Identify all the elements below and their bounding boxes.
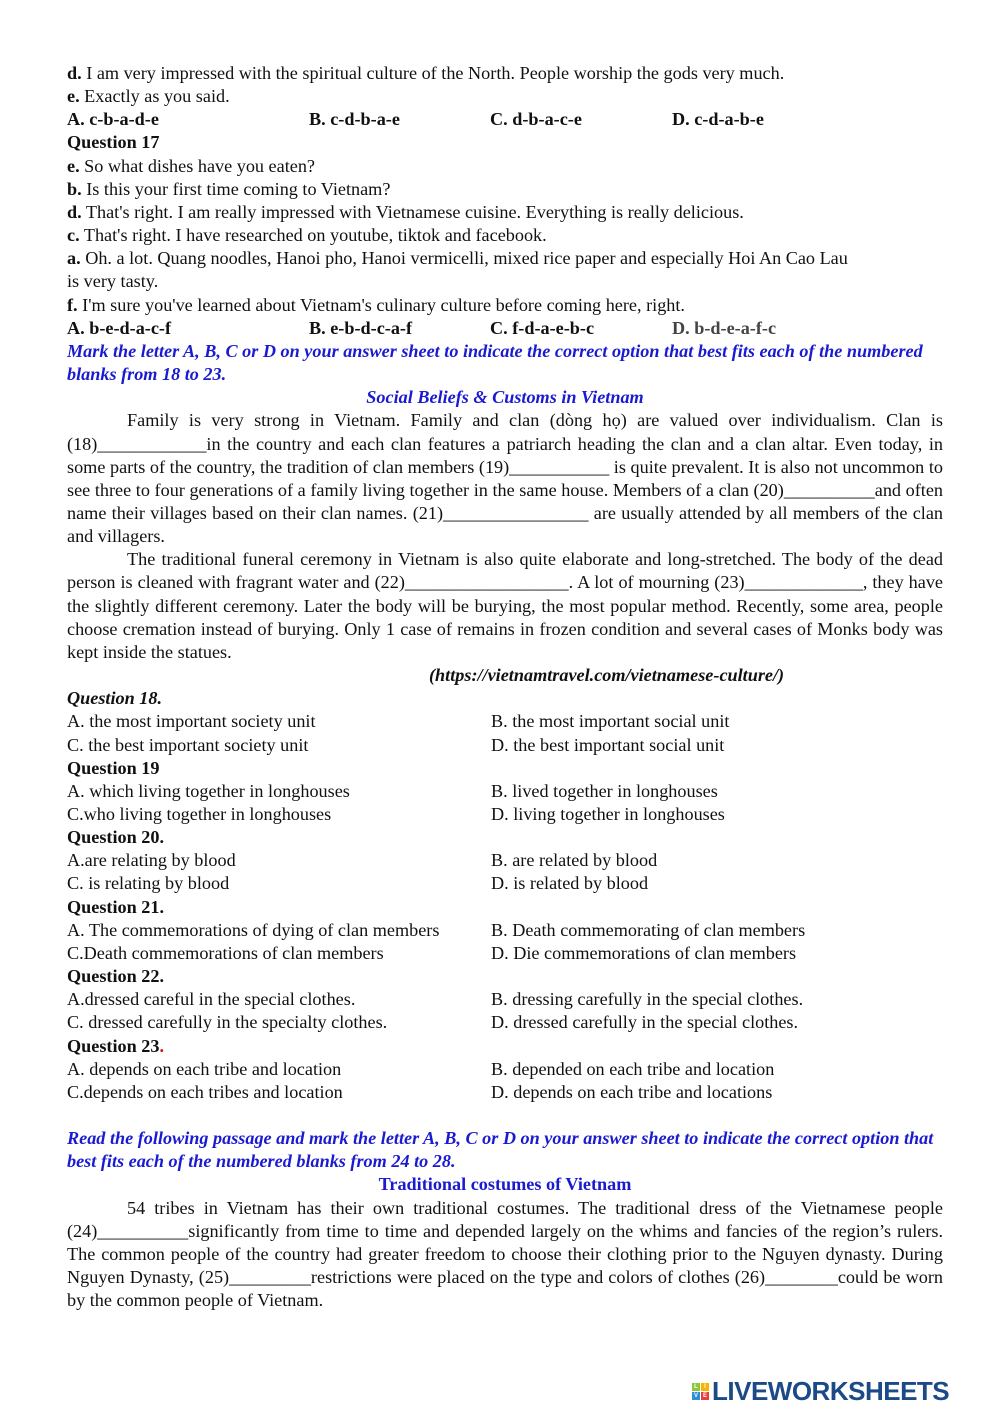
passage-paragraph: 54 tribes in Vietnam has their own traditional costumes. The traditional dress of the Vietnamese people (24)__________significantly from time to time and depended largely on the whims and fancies of the region’s rulers. The common people of the country had greater freedom to choose their clothing prior to the Nguyen dynasty. During Nguyen Dynasty, (25)_________restrictions were placed on the type and colors of clothes (26)________could be worn by the common people of Vietnam. [67,1197,943,1311]
logo-badge-icon: L I V E [693,1384,707,1399]
option-c[interactable]: C.depends on each tribes and location [67,1081,343,1102]
dialogue-line: c. That's right. I have researched on youtube, tiktok and facebook. [67,225,547,246]
dialogue-line: a. Oh. a lot. Quang noodles, Hanoi pho, Hanoi vermicelli, mixed rice paper and especially Hoi An Cao Lau [67,248,848,269]
option-d[interactable]: D. living together in longhouses [491,804,725,824]
option-b[interactable]: B. c-d-b-a-e [309,109,400,130]
passage-title: Traditional costumes of Vietnam [378,1174,632,1195]
option-a[interactable]: A. c-b-a-d-e [67,109,159,130]
option-d[interactable]: D. depends on each tribe and locations [491,1081,773,1102]
option-b[interactable]: B. the most important social unit [491,711,730,732]
passage-paragraph: Family is very strong in Vietnam. Family and clan (dòng họ) are valued over individualism. Clan is (18)____________in the country and each clan features a patriarch heading the clan and a clan altar. Even today, in some parts of the country, the tradition of clan members (19)___________ is quite prevalent. It is also not uncommon to see three to four generations of a family living together in the same house. Members of a clan (20)__________and often name their villages based on their clan names. (21)________________ are usually attended by all members of the clan and villagers. [67,410,943,547]
option-c[interactable]: C. d-b-a-c-e [490,109,582,130]
logo-text: LIVEWORKSHEETS [712,1376,950,1406]
question-title: Question 20. [67,827,165,848]
q20-options [67,849,943,895]
source-citation: (https://vietnamtravel.com/vietnamese-culture/) [429,665,785,686]
option-d[interactable]: D. dressed carefully in the special clothes. [491,1012,799,1033]
q21-options [67,919,943,965]
liveworksheets-logo [692,1376,949,1407]
dialogue-line: e. So what dishes have you eaten? [67,155,315,176]
option-a[interactable]: A. b-e-d-a-c-f [67,317,172,338]
dialogue-line: f. I'm sure you've learned about Vietnam's culinary culture before coming here, right. [67,294,685,315]
question-title: Question 19 [67,757,160,778]
dialogue-line: d. That's right. I am really impressed with Vietnamese cuisine. Everything is really delicious. [67,201,744,222]
option-d[interactable]: D. the best important social unit [491,734,725,755]
option-d[interactable]: D. c-d-a-b-e [672,109,764,130]
dialogue-line: is very tasty. [67,271,159,292]
option-c[interactable]: C. f-d-a-e-b-c [490,317,595,338]
option-b[interactable]: B. dressing carefully in the special clothes. [491,989,804,1010]
option-c[interactable]: C.who living together in longhouses [67,804,332,824]
q19-options [67,780,943,826]
option-a[interactable]: A. the most important society unit [67,711,316,732]
option-c[interactable]: C. the best important society unit [67,734,309,755]
option-a[interactable]: A. depends on each tribe and location [67,1058,342,1079]
option-b[interactable]: B. depended on each tribe and location [491,1058,775,1079]
option-b[interactable]: B. are related by blood [491,850,658,871]
option-a[interactable]: A. which living together in longhouses [67,780,350,801]
q16-options [67,108,943,131]
option-b[interactable]: B. lived together in longhouses [491,780,718,801]
q17-options [67,317,943,340]
passage-paragraph: The traditional funeral ceremony in Vietnam is also quite elaborate and long-stretched. The body of the dead person is cleaned with fragrant water and (22)__________________. A lot of mourning (23)_____________, they have the slightly different ceremony. Later the body will be burying, the most popular method. Recently, some area, people choose cremation instead of burying. Only 1 case of remains in frozen condition and several cases of Monks body was kept inside the statues. [67,549,943,662]
option-b[interactable]: B. Death commemorating of clan members [491,919,806,940]
question-title: Question 18. [67,688,162,709]
option-d[interactable]: D. Die commemorations of clan members [491,942,797,963]
option-b[interactable]: B. e-b-d-c-a-f [309,317,413,338]
option-a[interactable]: A.are relating by blood [67,850,236,871]
q23-options [67,1058,943,1104]
question-title: Question 23. [67,1035,165,1056]
question-title: Question 21. [67,896,165,917]
passage-title: Social Beliefs & Customs in Vietnam [366,387,644,408]
dialogue-line: b. Is this your first time coming to Vietnam? [67,178,391,199]
option-c[interactable]: C.Death commemorations of clan members [67,942,384,963]
q22-options [67,988,943,1034]
dialogue-line: d. I am very impressed with the spiritual culture of the North. People worship the gods very much. [67,63,785,83]
worksheet-page [67,62,943,1312]
q18-options [67,710,943,756]
option-d[interactable]: D. is related by blood [491,873,649,894]
question-title: Question 17 [67,132,160,153]
option-c[interactable]: C. dressed carefully in the specialty clothes. [67,1012,388,1033]
option-a[interactable]: A. The commemorations of dying of clan members [67,919,440,940]
section-instruction: Mark the letter A, B, C or D on your answer sheet to indicate the correct option that best fits each of the numbered blanks from 18 to 23. [67,340,923,385]
section-instruction: Read the following passage and mark the letter A, B, C or D on your answer sheet to indicate the correct option that best fits each of the numbered blanks from 24 to 28. [67,1128,934,1172]
option-c[interactable]: C. is relating by blood [67,873,230,894]
option-a[interactable]: A.dressed careful in the special clothes. [67,989,356,1010]
option-d[interactable]: D. b-d-e-a-f-c [672,317,777,338]
question-title: Question 22. [67,966,165,987]
dialogue-line: e. Exactly as you said. [67,86,230,107]
